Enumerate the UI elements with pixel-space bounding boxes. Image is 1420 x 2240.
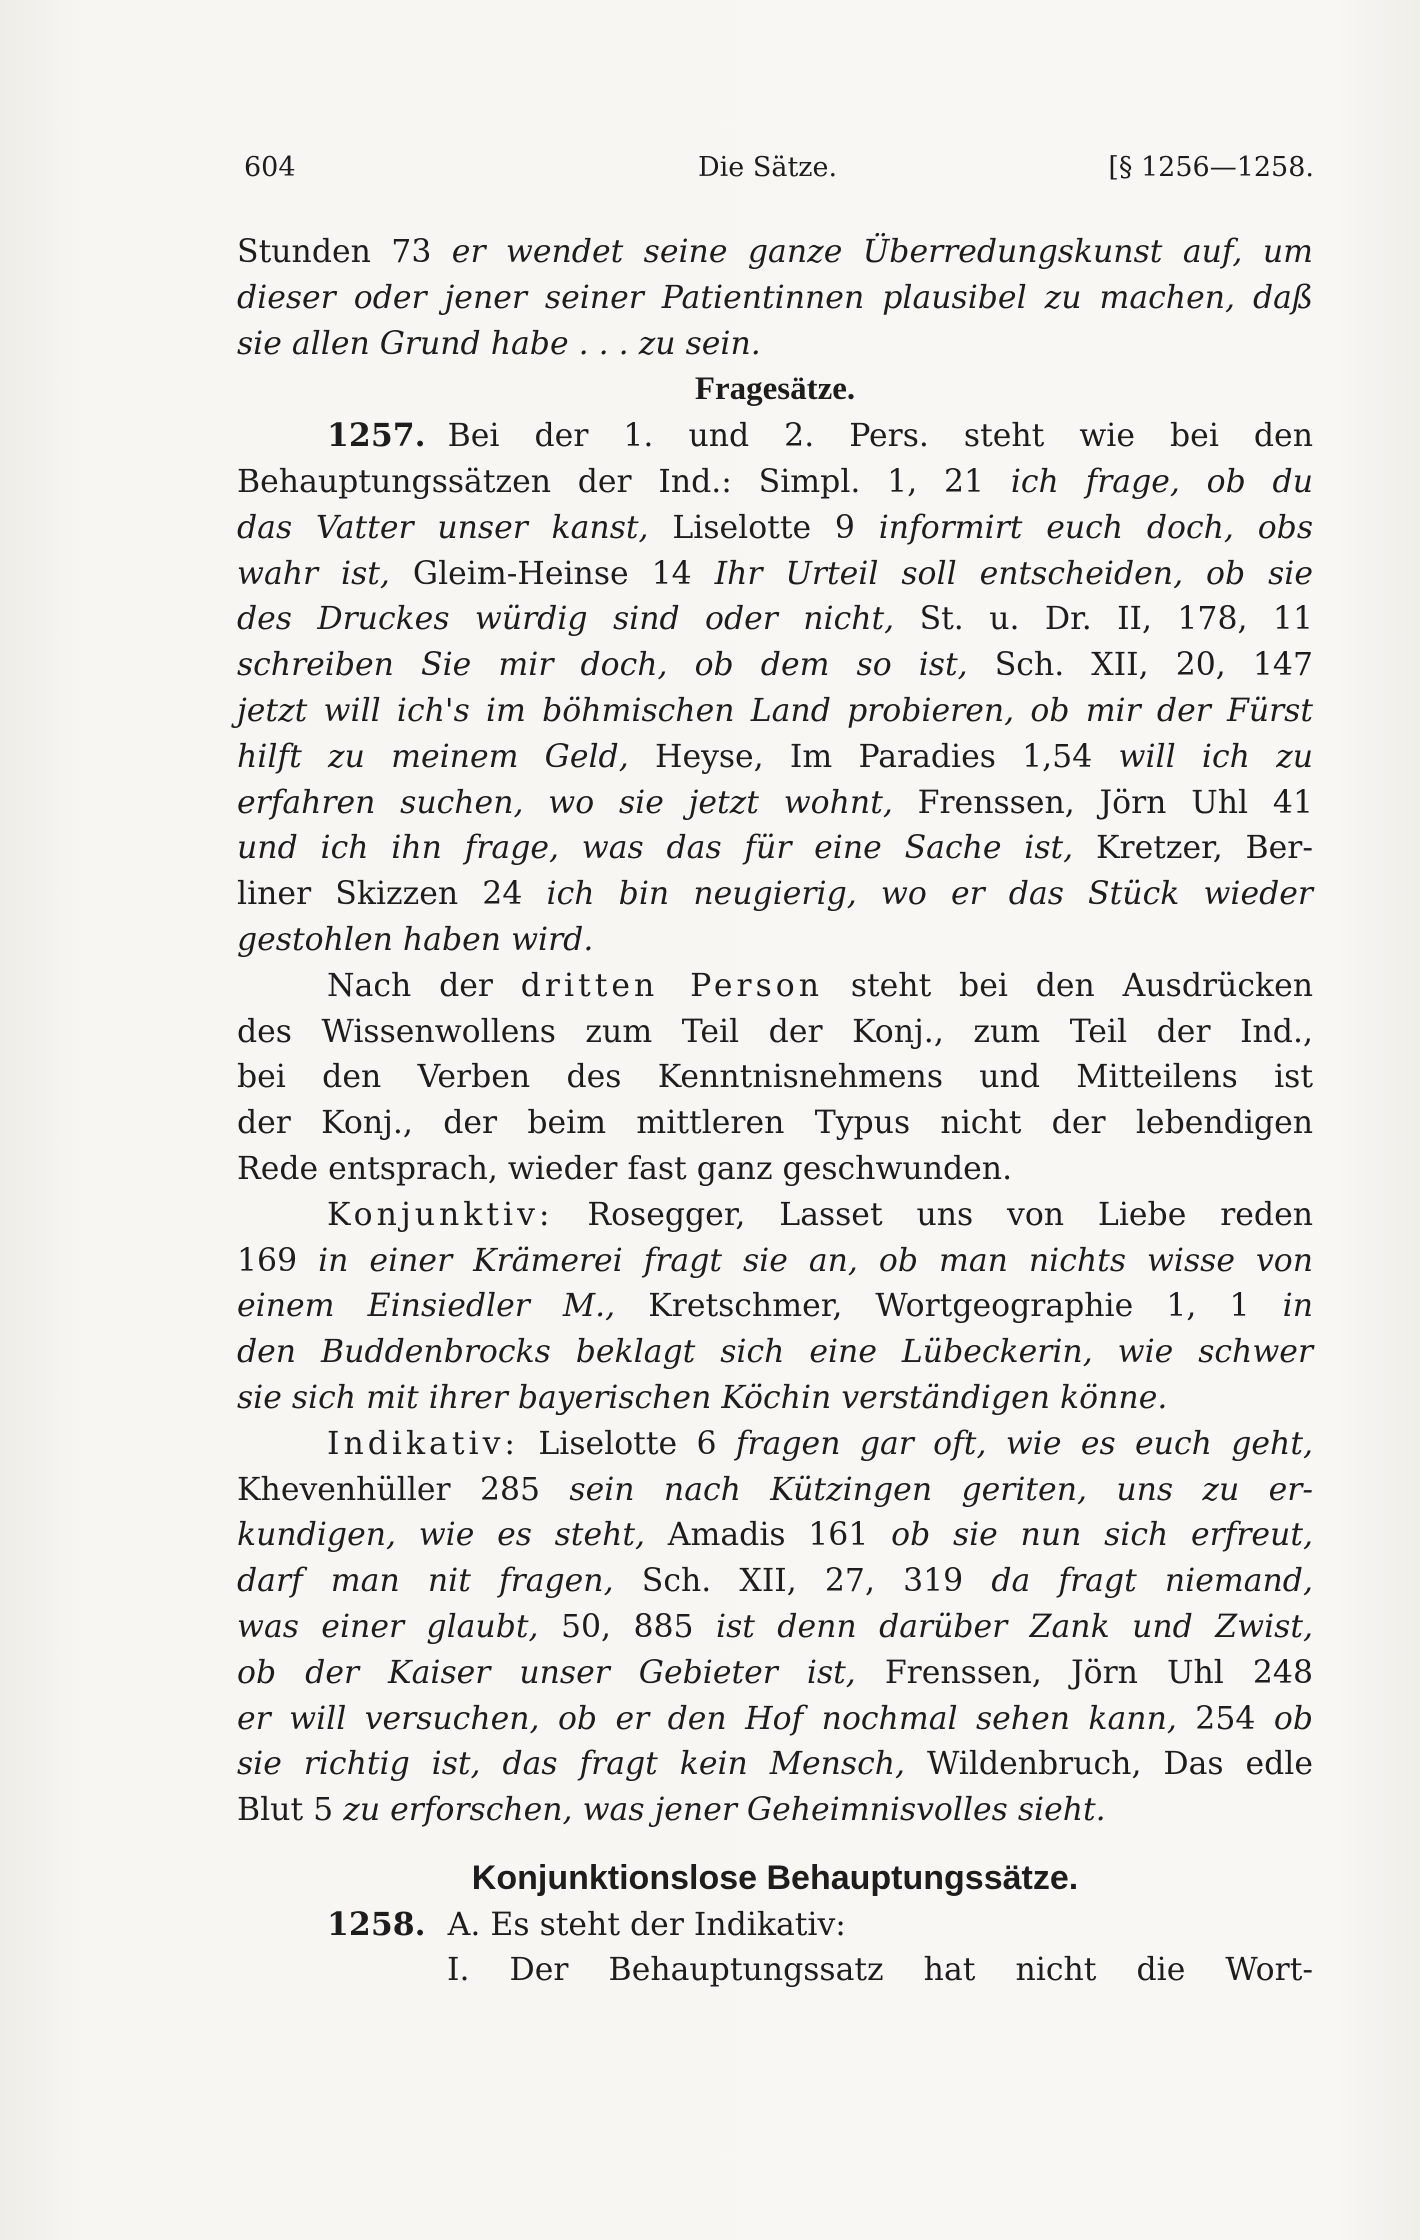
text-line: jetzt will ich's im böhmischen Land probieren, ob mir der Fürst: [237, 692, 1313, 729]
text-line: Konjunktiv: Rosegger, Lasset uns von Liebe reden: [327, 1196, 1313, 1233]
text-line: des Druckes würdig sind oder nicht, St. u. Dr. II, 178, 11: [237, 601, 1313, 638]
text-line: I. Der Behauptungssatz hat nicht die Wort-: [447, 1952, 1313, 1989]
body-text: [237, 230, 1313, 1994]
text-line: gestohlen haben wird.: [237, 921, 594, 958]
text-line: was einer glaubt, 50, 885 ist denn darüber Zank und Zwist,: [237, 1608, 1313, 1645]
text-line: Behauptungssätzen der Ind.: Simpl. 1, 21 ich frage, ob du: [237, 463, 1313, 500]
text-line: Stunden 73 er wendet seine ganze Überredungskunst auf, um: [237, 234, 1313, 270]
text-line: wahr ist, Gleim-Heinse 14 Ihr Urteil soll entscheiden, ob sie: [237, 555, 1313, 592]
text-line: Bei der 1. und 2. Pers. steht wie bei den: [447, 418, 1313, 455]
text-line: darf man nit fragen, Sch. XII, 27, 319 da fragt niemand,: [237, 1563, 1313, 1600]
text-line: schreiben Sie mir doch, ob dem so ist, Sch. XII, 20, 147: [237, 647, 1313, 684]
text-line: den Buddenbrocks beklagt sich eine Lübeckerin, wie schwer: [237, 1334, 1313, 1371]
page-number: 604: [244, 152, 296, 183]
text-line: ob der Kaiser unser Gebieter ist, Frenssen, Jörn Uhl 248: [237, 1654, 1314, 1691]
text-line: er will versuchen, ob er den Hof nochmal sehen kann, 254 ob: [237, 1700, 1313, 1737]
text-line: liner Skizzen 24 ich bin neugierig, wo er das Stück wieder: [237, 876, 1313, 913]
text-line: einem Einsiedler M., Kretschmer, Wortgeographie 1, 1 in: [237, 1288, 1313, 1325]
section-range: [§ 1256—1258.: [1108, 152, 1314, 183]
text-line: A. Es steht der Indikativ:: [447, 1906, 846, 1943]
text-line: erfahren suchen, wo sie jetzt wohnt, Frenssen, Jörn Uhl 41: [237, 784, 1313, 821]
text-line: dieser oder jener seiner Patientinnen plausibel zu machen, daß: [237, 279, 1313, 316]
text-line: Blut 5 zu erforschen, was jener Geheimnisvolles sieht.: [237, 1792, 1106, 1829]
text-line: Indikativ: Liselotte 6 fragen gar oft, wie es euch geht,: [327, 1425, 1313, 1462]
text-line: 169 in einer Krämerei fragt sie an, ob man nichts wisse von: [237, 1242, 1313, 1279]
text-line: Khevenhüller 285 sein nach Kützingen geriten, uns zu er-: [237, 1471, 1313, 1508]
text-line: der Konj., der beim mittleren Typus nicht der lebendigen: [237, 1105, 1313, 1142]
paragraph-number: 1258.: [327, 1905, 426, 1943]
text-line: und ich ihn frage, was das für eine Sache ist, Kretzer, Ber-: [237, 830, 1313, 867]
section-heading-konjunktionslose: Konjunktionslose Behauptungssätze.: [471, 1858, 1079, 1897]
text-line: bei den Verben des Kenntnisnehmens und Mitteilens ist: [237, 1059, 1313, 1096]
paragraph-1257-first-line: [237, 413, 1313, 460]
text-line: Rede entsprach, wieder fast ganz geschwunden.: [237, 1150, 1013, 1187]
text-line: sie richtig ist, das fragt kein Mensch, Wildenbruch, Das edle: [237, 1746, 1314, 1783]
text-line: Nach der dritten Person steht bei den Ausdrücken: [327, 967, 1313, 1004]
section-heading-fragesaetze: Fragesätze.: [694, 371, 856, 408]
running-header: [244, 152, 1314, 192]
paragraph-1258-first-line: [237, 1902, 1313, 1949]
running-title: Die Sätze.: [698, 152, 838, 183]
text-line: das Vatter unser kanst, Liselotte 9 informirt euch doch, obs: [237, 509, 1314, 546]
text-line: des Wissenwollens zum Teil der Konj., zum Teil der Ind.,: [237, 1013, 1313, 1050]
text-line: hilft zu meinem Geld, Heyse, Im Paradies 1,54 will ich zu: [237, 738, 1313, 775]
paragraph-number: 1257.: [327, 417, 426, 455]
text-line: sie sich mit ihrer bayerischen Köchin verständigen könne.: [237, 1379, 1168, 1416]
text-line: kundigen, wie es steht, Amadis 161 ob sie nun sich erfreut,: [237, 1517, 1313, 1554]
text-line: sie allen Grund habe . . . zu sein.: [237, 325, 761, 362]
